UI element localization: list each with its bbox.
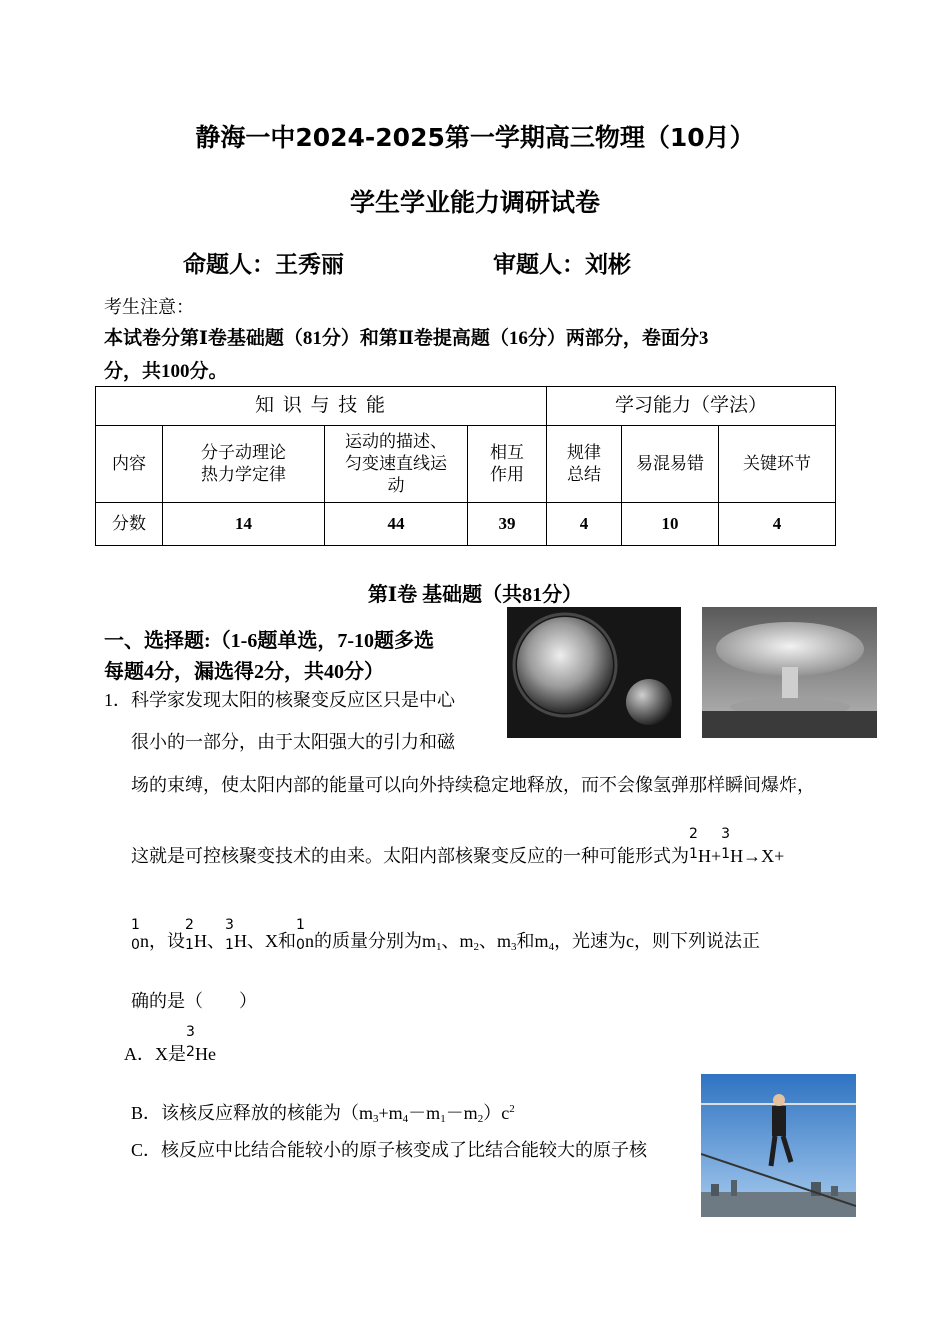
q1-line4-text: 这就是可控核聚变技术的由来。太阳内部核聚变反应的一种可能形式为	[131, 846, 689, 866]
notice-line2: 分，共100分。	[104, 361, 228, 382]
col-label: 相互 作用	[468, 426, 547, 503]
l5-rest: n的质量分别为m	[305, 931, 437, 951]
isotope-n: 1 0	[131, 917, 140, 953]
section-title: 第Ⅰ卷 基础题（共81分）	[367, 584, 583, 606]
exam-title: 静海一中2024-2025第一学期高三物理（10月）	[195, 123, 755, 152]
ob-prefix: B．该核反应释放的核能为（m	[131, 1103, 374, 1123]
score-cell: 44	[325, 503, 468, 546]
nuclear-explosion-image	[702, 607, 877, 738]
l5-and: 和m	[516, 931, 549, 951]
ob-end: ）c	[483, 1103, 510, 1123]
question-reviewer: 审题人：刘彬	[493, 252, 631, 278]
score-cell: 4	[547, 503, 622, 546]
sun-planet-image	[507, 607, 681, 738]
l5-end: ，光速为c，则下列说法正	[554, 931, 761, 951]
notice-label: 考生注意：	[104, 297, 194, 317]
col-label: 分子动理论 热力学定律	[163, 426, 325, 503]
q1-line6: 确的是（ ）	[131, 991, 257, 1011]
score-cell: 14	[163, 503, 325, 546]
option-c: C．核反应中比结合能较小的原子核变成了比结合能较大的原子核	[131, 1140, 648, 1160]
part-title-line1: 一、选择题:（1-6题单选，7-10题多选	[104, 630, 434, 652]
ob-minus2: －m	[445, 1103, 478, 1123]
ob-minus1: －m	[408, 1103, 441, 1123]
part-title-line2: 每题4分，漏选得2分，共40分）	[104, 661, 384, 683]
option-a-prefix: A．X是	[124, 1044, 186, 1064]
sub-4: 4	[402, 1113, 409, 1125]
sub-1: 1	[440, 1113, 446, 1125]
row-label-content: 内容	[96, 426, 163, 503]
sub-3: 3	[373, 1113, 379, 1125]
eq-h3: H→X+	[730, 846, 785, 866]
sub-3: 3	[511, 941, 517, 953]
question-setter: 命题人：王秀丽	[183, 252, 344, 278]
isotope-n: 1 0	[296, 917, 305, 953]
isotope-h3: 3 1	[225, 917, 234, 953]
l5-m2: 、m	[441, 931, 474, 951]
q1-line4	[131, 826, 785, 867]
q1-line3: 场的束缚，使太阳内部的能量可以向外持续稳定地释放，而不会像氢弹那样瞬间爆炸，	[131, 775, 815, 795]
score-cell: 10	[622, 503, 719, 546]
score-table	[95, 386, 836, 546]
col-label: 规律 总结	[547, 426, 622, 503]
exam-subtitle: 学生学业能力调研试卷	[349, 188, 600, 217]
col-label: 易混易错	[622, 426, 719, 503]
ob-plus: +m	[378, 1103, 403, 1123]
isotope-he3: 3 2	[186, 1024, 195, 1060]
isotope-h2: 2 1	[689, 826, 698, 862]
option-b	[131, 1098, 515, 1130]
sub-2: 2	[477, 1113, 484, 1125]
sub-1: 1	[436, 941, 442, 953]
score-cell: 4	[719, 503, 836, 546]
col-label: 运动的描述、 匀变速直线运 动	[325, 426, 468, 503]
tightrope-walker-image	[701, 1074, 856, 1217]
l5-h3: H、X和	[234, 931, 296, 951]
sub-4: 4	[548, 941, 555, 953]
isotope-h2: 2 1	[185, 917, 194, 953]
score-cell: 39	[468, 503, 547, 546]
l5-n: n，设	[140, 931, 185, 951]
group-learning-ability: 学习能力（学法）	[547, 387, 836, 426]
sup-2: 2	[509, 1103, 515, 1115]
row-label-score: 分数	[96, 503, 163, 546]
option-a-element: He	[195, 1044, 216, 1064]
q1-line2: 很小的一部分，由于太阳强大的引力和磁	[131, 732, 455, 752]
q1-line5	[131, 917, 761, 958]
l5-h2: H、	[194, 931, 225, 951]
q1-line1: 1．科学家发现太阳的核聚变反应区只是中心	[104, 690, 455, 710]
option-a	[124, 1024, 216, 1065]
group-knowledge-skills: 知 识 与 技 能	[96, 387, 547, 426]
col-label: 关键环节	[719, 426, 836, 503]
l5-m3: 、m	[479, 931, 512, 951]
notice-line1: 本试卷分第Ⅰ卷基础题（81分）和第Ⅱ卷提高题（16分）两部分，卷面分3	[104, 328, 709, 349]
eq-h2: H+	[698, 846, 722, 866]
sub-2: 2	[473, 941, 480, 953]
isotope-h3: 3 1	[721, 826, 731, 862]
